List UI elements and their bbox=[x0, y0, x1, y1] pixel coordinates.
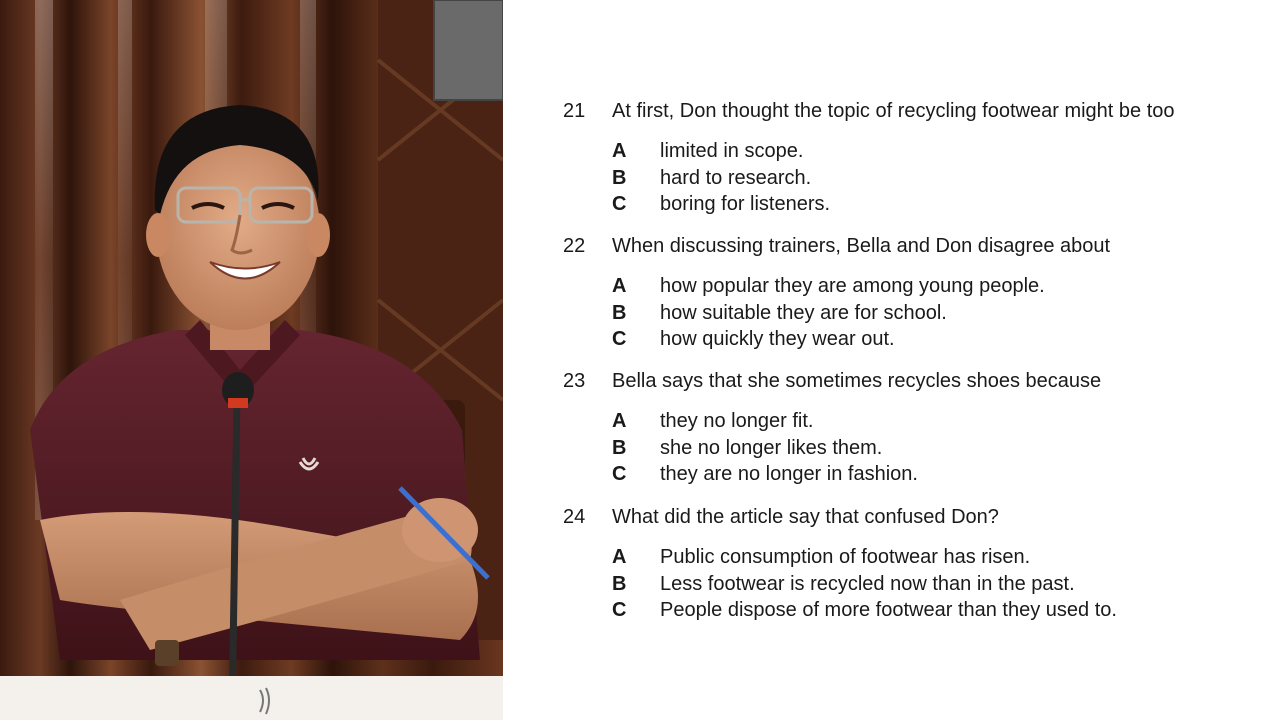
option-letter: C bbox=[612, 463, 627, 485]
question-text: What did the article say that confused Don? bbox=[612, 506, 999, 528]
question-21 bbox=[563, 97, 1263, 218]
option-letter: A bbox=[612, 140, 627, 162]
option-letter: B bbox=[612, 572, 627, 595]
question-number: 24 bbox=[563, 506, 586, 528]
question-24 bbox=[563, 503, 1263, 624]
option-letter: B bbox=[612, 301, 627, 324]
option-c bbox=[563, 461, 1263, 488]
option-a bbox=[563, 408, 1263, 435]
wristwatch-icon bbox=[155, 640, 179, 666]
question-number: 23 bbox=[563, 370, 586, 392]
speaker-grille bbox=[434, 0, 503, 100]
option-text: she no longer likes them. bbox=[660, 436, 883, 459]
question-number: 22 bbox=[563, 235, 586, 257]
option-letter: A bbox=[612, 410, 627, 432]
option-a bbox=[563, 544, 1263, 571]
option-text: hard to research. bbox=[660, 166, 812, 189]
option-a bbox=[563, 138, 1263, 165]
option-letter: B bbox=[612, 436, 627, 459]
option-letter: C bbox=[612, 599, 627, 621]
option-letter: C bbox=[612, 193, 627, 215]
option-letter: A bbox=[612, 275, 627, 297]
question-text: When discussing trainers, Bella and Don disagree about bbox=[612, 235, 1111, 257]
option-text: Less footwear is recycled now than in the past. bbox=[660, 572, 1075, 595]
question-23 bbox=[563, 367, 1263, 488]
option-text: they are no longer in fashion. bbox=[660, 463, 918, 485]
option-text: they no longer fit. bbox=[660, 410, 814, 432]
presenter-video bbox=[0, 0, 503, 720]
option-text: how popular they are among young people. bbox=[660, 275, 1045, 297]
option-b bbox=[563, 435, 1263, 462]
option-text: how suitable they are for school. bbox=[660, 301, 947, 324]
option-text: how quickly they wear out. bbox=[660, 328, 895, 350]
option-letter: C bbox=[612, 328, 627, 350]
paper-sheet bbox=[0, 676, 503, 720]
question-text: Bella says that she sometimes recycles shoes because bbox=[612, 370, 1102, 392]
question-number: 21 bbox=[563, 100, 586, 122]
option-text: limited in scope. bbox=[660, 140, 804, 162]
option-b bbox=[563, 300, 1263, 327]
option-text: Public consumption of footwear has risen. bbox=[660, 546, 1031, 568]
option-b bbox=[563, 165, 1263, 192]
option-c bbox=[563, 326, 1263, 353]
option-c bbox=[563, 191, 1263, 218]
question-sheet bbox=[503, 0, 1280, 720]
option-text: boring for listeners. bbox=[660, 193, 831, 215]
option-text: People dispose of more footwear than they used to. bbox=[660, 599, 1117, 621]
option-b bbox=[563, 571, 1263, 598]
option-letter: A bbox=[612, 546, 627, 568]
option-c bbox=[563, 597, 1263, 624]
option-a bbox=[563, 273, 1263, 300]
option-letter: B bbox=[612, 166, 627, 189]
question-text: At first, Don thought the topic of recycling footwear might be too bbox=[612, 100, 1175, 122]
question-22 bbox=[563, 232, 1263, 353]
presenter-illustration bbox=[0, 0, 503, 720]
